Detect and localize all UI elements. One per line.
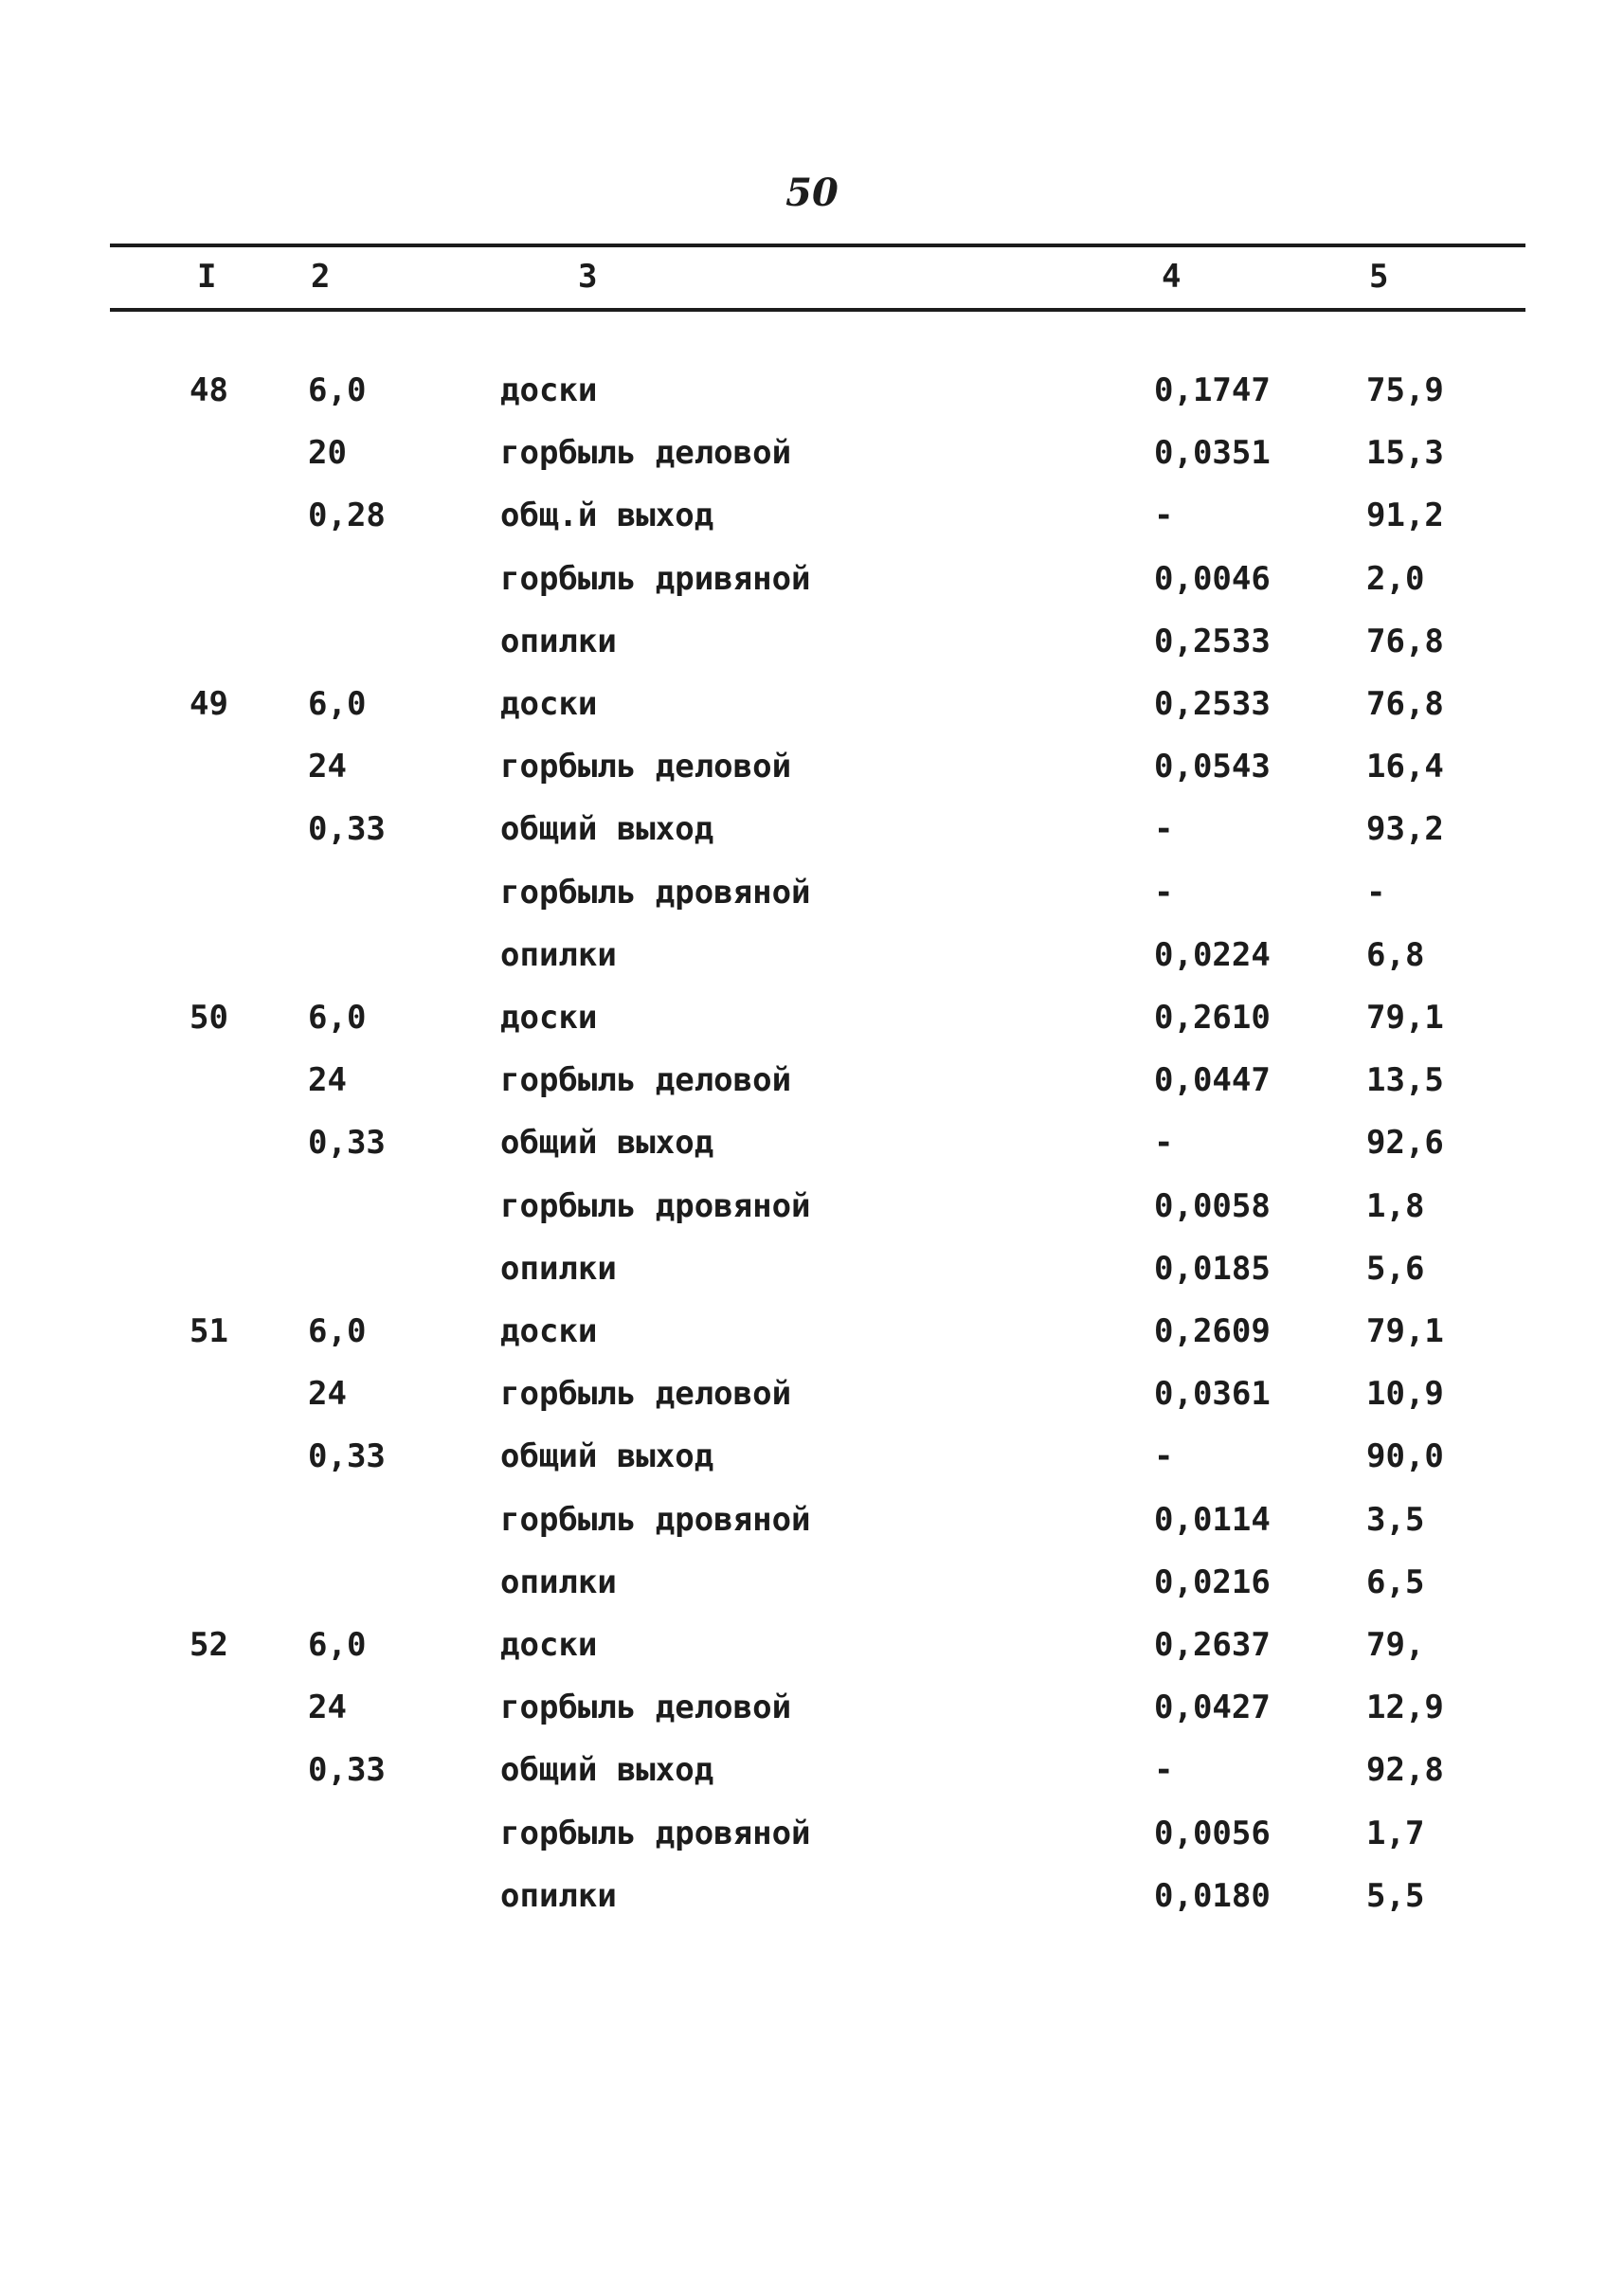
column-header-5: 5 [1369,258,1389,296]
percent-value: 76,8 [1366,685,1444,723]
param-value: 6,0 [308,1626,367,1664]
volume-value: 0,0114 [1154,1501,1271,1539]
param-value: 0,33 [308,810,386,848]
volume-value: 0,2533 [1154,685,1271,723]
volume-value: - [1154,1751,1174,1789]
product-name: горбыль деловой [500,748,792,786]
param-value: 0,33 [308,1437,386,1475]
product-name: опилки [500,1563,617,1601]
page-number: 50 [785,171,839,215]
param-value: 6,0 [308,685,367,723]
product-name: горбыль деловой [500,434,792,472]
volume-value: 0,2533 [1154,623,1271,660]
product-name: общий выход [500,1751,714,1789]
volume-value: 0,0361 [1154,1375,1271,1413]
product-name: общий выход [500,1124,714,1162]
param-value: 24 [308,1375,347,1413]
column-header-1: I [197,258,217,296]
volume-value: - [1154,874,1174,912]
percent-value: 10,9 [1366,1375,1444,1413]
row-number: 49 [189,685,228,723]
param-value: 6,0 [308,371,367,409]
percent-value: 75,9 [1366,371,1444,409]
product-name: горбыль дровяной [500,1815,811,1852]
percent-value: 76,8 [1366,623,1444,660]
row-number: 51 [189,1312,228,1350]
product-name: общий выход [500,1437,714,1475]
product-name: горбыль дровяной [500,1501,811,1539]
column-header-3: 3 [578,258,598,296]
percent-value: 13,5 [1366,1061,1444,1099]
percent-value: 5,5 [1366,1877,1425,1915]
product-name: опилки [500,936,617,974]
table-top-rule [110,244,1525,247]
param-value: 20 [308,434,347,472]
volume-value: 0,0180 [1154,1877,1271,1915]
volume-value: - [1154,1437,1174,1475]
row-number: 50 [189,999,228,1037]
table-header-rule [110,308,1525,312]
percent-value: 92,6 [1366,1124,1444,1162]
volume-value: 0,2637 [1154,1626,1271,1664]
volume-value: 0,0046 [1154,560,1271,598]
volume-value: - [1154,1124,1174,1162]
product-name: опилки [500,1250,617,1288]
percent-value: 92,8 [1366,1751,1444,1789]
volume-value: 0,0216 [1154,1563,1271,1601]
volume-value: 0,1747 [1154,371,1271,409]
percent-value: 79, [1366,1626,1425,1664]
percent-value: 1,7 [1366,1815,1425,1852]
product-name: доски [500,1626,598,1664]
percent-value: 93,2 [1366,810,1444,848]
product-name: опилки [500,1877,617,1915]
volume-value: 0,2610 [1154,999,1271,1037]
percent-value: 79,1 [1366,1312,1444,1350]
product-name: горбыль дровяной [500,1187,811,1225]
column-header-4: 4 [1162,258,1182,296]
param-value: 24 [308,1061,347,1099]
row-number: 52 [189,1626,228,1664]
param-value: 24 [308,1689,347,1726]
percent-value: 5,6 [1366,1250,1425,1288]
product-name: горбыль деловой [500,1375,792,1413]
product-name: горбыль деловой [500,1689,792,1726]
percent-value: 6,8 [1366,936,1425,974]
volume-value: 0,0447 [1154,1061,1271,1099]
volume-value: - [1154,810,1174,848]
volume-value: 0,0056 [1154,1815,1271,1852]
param-value: 0,33 [308,1124,386,1162]
percent-value: 15,3 [1366,434,1444,472]
volume-value: 0,0543 [1154,748,1271,786]
percent-value: 16,4 [1366,748,1444,786]
percent-value: 3,5 [1366,1501,1425,1539]
percent-value: 12,9 [1366,1689,1444,1726]
percent-value: 79,1 [1366,999,1444,1037]
product-name: доски [500,1312,598,1350]
product-name: горбыль дривяной [500,560,811,598]
percent-value: 6,5 [1366,1563,1425,1601]
volume-value: 0,0427 [1154,1689,1271,1726]
row-number: 48 [189,371,228,409]
param-value: 0,33 [308,1751,386,1789]
param-value: 6,0 [308,999,367,1037]
product-name: горбыль дровяной [500,874,811,912]
volume-value: 0,0224 [1154,936,1271,974]
volume-value: 0,0058 [1154,1187,1271,1225]
product-name: опилки [500,623,617,660]
percent-value: 90,0 [1366,1437,1444,1475]
percent-value: - [1366,874,1386,912]
param-value: 24 [308,748,347,786]
product-name: доски [500,999,598,1037]
percent-value: 1,8 [1366,1187,1425,1225]
volume-value: - [1154,497,1174,534]
product-name: горбыль деловой [500,1061,792,1099]
volume-value: 0,2609 [1154,1312,1271,1350]
product-name: доски [500,685,598,723]
param-value: 6,0 [308,1312,367,1350]
product-name: общий выход [500,810,714,848]
product-name: доски [500,371,598,409]
volume-value: 0,0185 [1154,1250,1271,1288]
percent-value: 2,0 [1366,560,1425,598]
volume-value: 0,0351 [1154,434,1271,472]
column-header-2: 2 [311,258,331,296]
percent-value: 91,2 [1366,497,1444,534]
param-value: 0,28 [308,497,386,534]
product-name: общ.й выход [500,497,714,534]
